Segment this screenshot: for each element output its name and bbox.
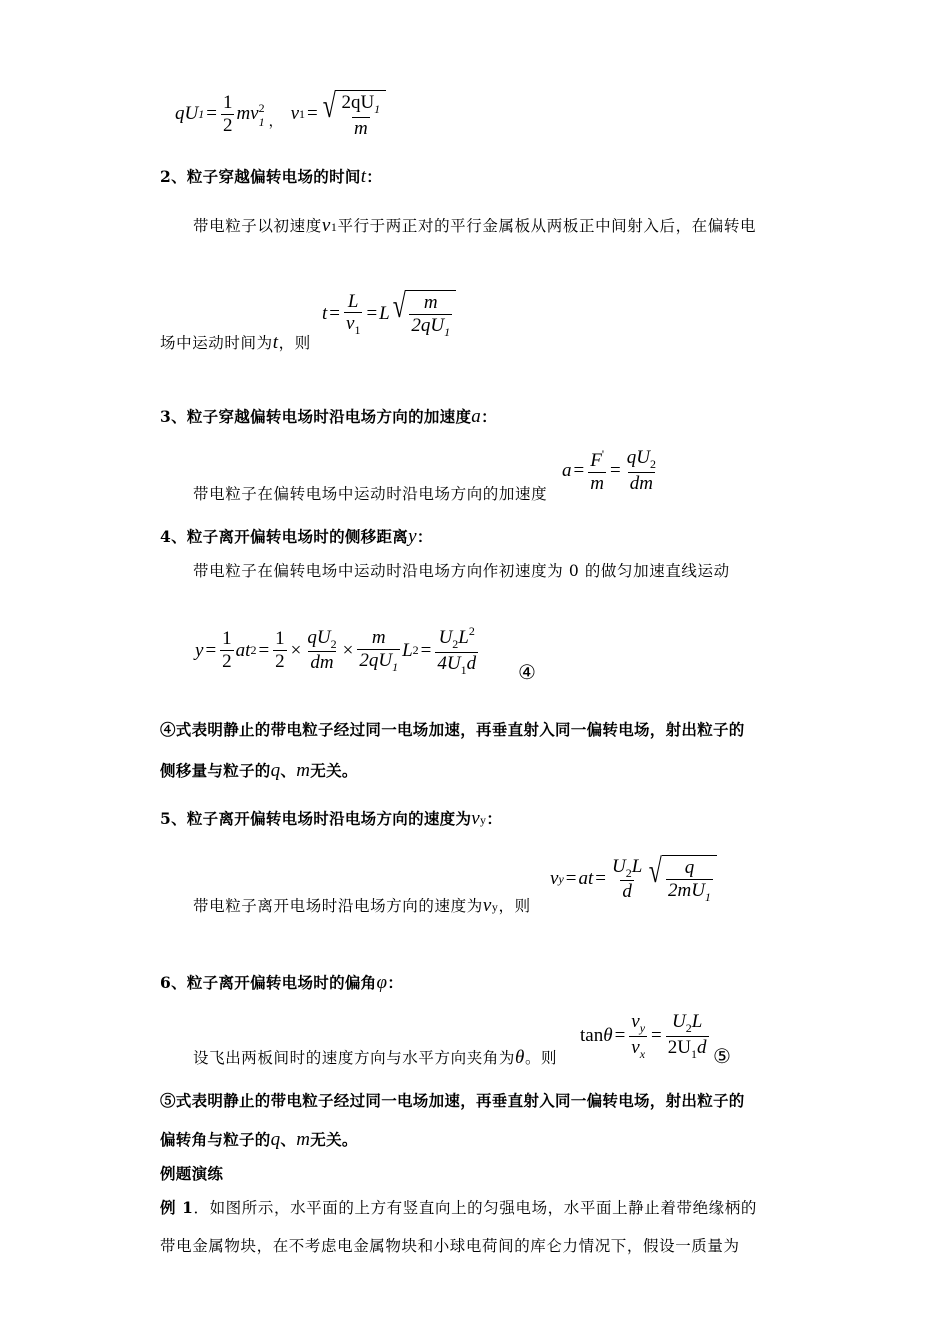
section-3-heading: 3、粒子穿越偏转电场时沿电场方向的加速度a：	[160, 406, 497, 427]
equation-marker-5: ⑤	[713, 1044, 731, 1068]
section-4-heading: 4、粒子离开偏转电场时的侧移距离y：	[160, 526, 433, 547]
section-5-text: 带电粒子离开电场时沿电场方向的速度为vy，则	[193, 895, 531, 916]
section-4-note-line1: ④式表明静止的带电粒子经过同一电场加速，再垂直射入同一偏转电场，射出粒子的	[160, 720, 745, 739]
example-1-line2: 带电金属物块，在不考虑电金属物块和小球电荷间的库仑力情况下，假设一质量为	[160, 1237, 740, 1255]
equation-time: t = $\frac{L}{v_1}$ = L √ $\frac{m}{2qU_1}$	[322, 290, 456, 339]
equation-velocity: v y = at = $\frac{U_2L}{d}$ √ $\frac{q}{2mU_1}$	[550, 855, 717, 904]
equation-angle: tan θ = $\frac{v_y}{v_x}$ = $\frac{U_2L}{2U_1d}$	[580, 1011, 707, 1061]
section-6-text: 设飞出两板间时的速度方向与水平方向夹角为θ。则	[193, 1047, 558, 1068]
section-6-note-line1: ⑤式表明静止的带电粒子经过同一电场加速，再垂直射入同一偏转电场，射出粒子的	[160, 1091, 745, 1110]
section-6-heading: 6、粒子离开偏转电场时的偏角φ：	[160, 972, 404, 993]
section-2-text-line1: 带电粒子以初速度v1平行于两正对的平行金属板从两板正中间射入后，在偏转电	[193, 215, 757, 236]
section-3-text: 带电粒子在偏转电场中运动时沿电场方向的加速度	[193, 485, 548, 503]
section-4-text: 带电粒子在偏转电场中运动时沿电场方向作初速度为 0 的做匀加速直线运动	[193, 562, 730, 580]
section-2-heading: 2、粒子穿越偏转电场的时间t：	[160, 166, 383, 187]
equation-marker-4: ④	[518, 660, 536, 684]
section-4-note-line2: 侧移量与粒子的q、m无关。	[160, 760, 358, 781]
section-2-text-line2: 场中运动时间为t，则	[160, 332, 311, 353]
examples-heading: 例题演练	[160, 1164, 224, 1183]
section-5-heading: 5、粒子离开偏转电场时沿电场方向的速度为vy：	[160, 808, 503, 829]
equation-energy: qU 1 = $\frac{1}{2}$ mv 2 1 ， v 1 = √ $\frac{2qU_1}{m}$	[175, 90, 386, 139]
equation-displacement: y = $\frac{1}{2}$ at 2 = $\frac{1}{2}$ × $\frac{qU_2}{dm}$ × $\frac{m}{2qU_1}$ L 2 = $\frac{U_2L^2}{4U_1d}$	[195, 624, 477, 677]
equation-acceleration: a = $\frac{F'}{m}$ = $\frac{qU_2}{dm}$	[562, 447, 656, 494]
example-1-line1: 例 1．如图所示，水平面的上方有竖直向上的匀强电场，水平面上静止着带绝缘柄的	[160, 1198, 757, 1217]
section-6-note-line2: 偏转角与粒子的q、m无关。	[160, 1129, 358, 1150]
